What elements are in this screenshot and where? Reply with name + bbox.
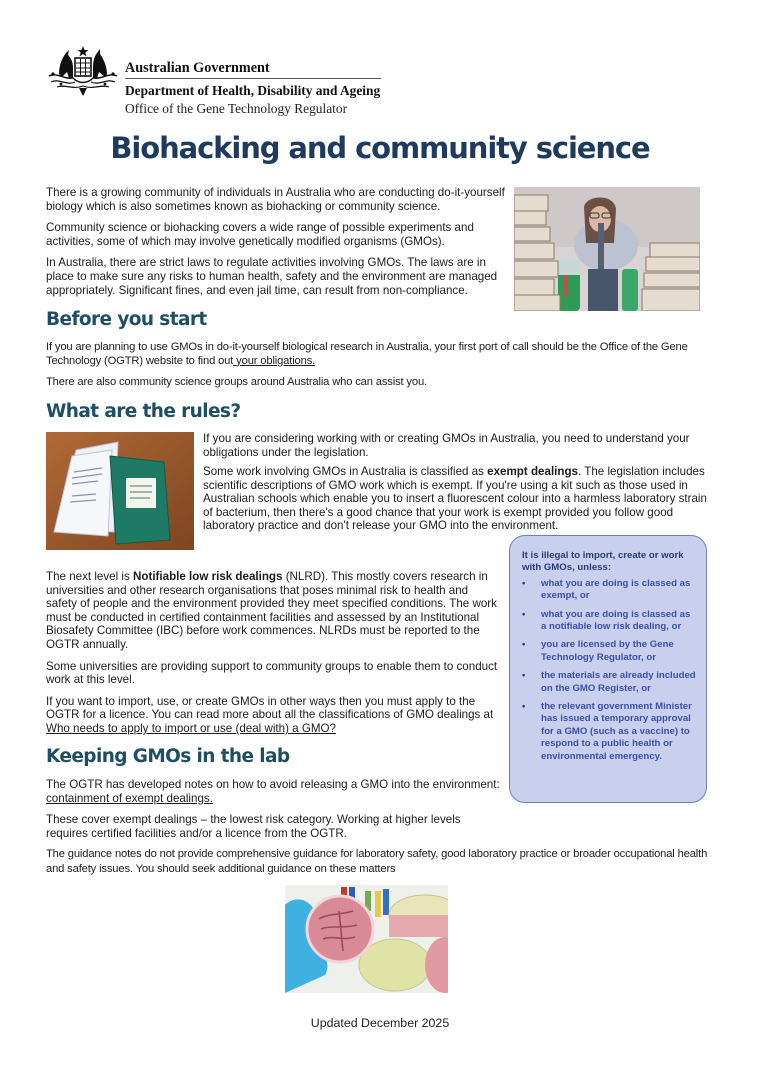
department-name: Department of Health, Disability and Ageing (125, 83, 381, 98)
bullet-icon: • (522, 701, 526, 713)
coat-of-arms-icon (45, 44, 121, 100)
page-title: Biohacking and community science (110, 131, 650, 165)
section-heading-before-you-start: Before you start (46, 309, 207, 330)
lab-section (46, 778, 501, 840)
intro-paragraph: There is a growing community of individuals in Australia who are conducting do-it-yourself biology which is also sometimes known as biohacking or community science. (46, 186, 505, 213)
exempt-dealings-term: exempt dealings (487, 465, 579, 478)
bullet-icon: • (522, 670, 526, 682)
lab-paragraph: The guidance notes do not provide comprehensive guidance for laboratory safety, good laboratory practice or broader occupational health and safety issues. You should seek additional guidance on these matters (46, 848, 708, 875)
your-obligations-link[interactable]: your obligations. (233, 354, 316, 367)
rules-exempt (203, 465, 711, 533)
rules-paragraph: Some work involving GMOs in Australia is classified as exempt dealings. The legislation includes scientific descriptions of GMO work which is exempt. If you're using a kit such as those used in Australian schools which enable you to insert a fluorescent colour into a harmless laboratory strain of bacterium, then there's a good chance that your work is exempt provided you follow good laboratory practice and don't release your GMO into the environment. (203, 465, 707, 533)
intro-paragraph: Community science or biohacking covers a wide range of possible experiments and activities, some of which may involve genetically modified organisms (GMOs). (46, 221, 474, 248)
bullet-icon: • (522, 577, 526, 589)
intro-section (46, 186, 508, 297)
microscope-photo (514, 187, 700, 311)
rules-paragraph: The next level is Notifiable low risk dealings (NLRD). This mostly covers research in universities and other research organisations that poses minimal risk to health and safety of people and the environment provided they meet specified conditions. The work must be conducted in certified containment facilities and assessed by an Institutional Biosafety Committee (IBC) before work commences. NLRDs must be reported to the OGTR annually. (46, 570, 497, 651)
before-you-start-paragraph: If you are planning to use GMOs in do-it-yourself biological research in Australia, your first port of call should be the Office of the Gene Technology (OGTR) website to find out your obligations. (46, 341, 688, 367)
intro-paragraph: In Australia, there are strict laws to regulate activities involving GMOs. The laws are in place to make sure any risks to human health, safety and the environment are managed appropriately. Significant fines, and even jail time, can result from non-compliance. (46, 256, 498, 297)
callout-item: • you are licensed by the Gene Technology Regulator, or (522, 639, 674, 663)
rules-intro (203, 432, 711, 467)
rules-paragraph: If you are considering working with or creating GMOs in Australia, you need to understand your obligations under the legislation. (203, 432, 690, 459)
callout-item: • the materials are already included on the GMO Register, or (522, 670, 696, 694)
updated-date: Updated December 2025 (310, 1016, 450, 1030)
petri-dish-photo (285, 885, 448, 993)
header-divider (125, 78, 381, 79)
before-you-start-section (46, 341, 716, 390)
lab-paragraph: The OGTR has developed notes on how to avoid releasing a GMO into the environment: containment of exempt dealings. (46, 778, 500, 805)
section-heading-lab: Keeping GMOs in the lab (46, 746, 290, 767)
bullet-icon: • (522, 608, 526, 620)
callout-item: • the relevant government Minister has issued a temporary approval for a GMO (such as a vaccine) to respond to a public health or environmental emergency. (522, 701, 692, 762)
lab-paragraph: These cover exempt dealings – the lowest risk category. Working at higher levels requires certified facilities and/or a licence from the OGTR. (46, 813, 461, 840)
rules-paragraph: If you want to import, use, or create GMOs in other ways then you must apply to the OGTR for a licence. You can read more about all the classifications of GMO dealings at Who needs to apply to import or use (deal with) a GMO? (46, 694, 494, 735)
lab-guidance (46, 847, 718, 877)
nlrd-term: Notifiable low risk dealings (133, 570, 283, 583)
containment-exempt-dealings-link[interactable]: containment of exempt dealings. (46, 791, 213, 805)
legal-requirements-callout (509, 535, 707, 803)
section-heading-rules: What are the rules? (46, 401, 241, 422)
rules-nlrd (46, 570, 501, 736)
legislation-booklets-photo (46, 432, 194, 550)
government-name: Australian Government (125, 60, 270, 76)
rules-paragraph: Some universities are providing support to community groups to enable them to conduct work at this level. (46, 659, 498, 687)
callout-item: • what you are doing is classed as exempt, or (522, 577, 691, 602)
office-name: Office of the Gene Technology Regulator (125, 101, 348, 116)
callout-intro: It is illegal to import, create or work with GMOs, unless: (522, 550, 684, 574)
before-you-start-paragraph: There are also community science groups around Australia who can assist you. (46, 376, 427, 389)
who-needs-to-apply-link[interactable]: Who needs to apply to import or use (deal with) a GMO? (46, 721, 336, 735)
callout-list (522, 578, 698, 763)
callout-item: • what you are doing is classed as a notifiable low risk dealing, or (522, 608, 691, 633)
bullet-icon: • (522, 639, 526, 651)
